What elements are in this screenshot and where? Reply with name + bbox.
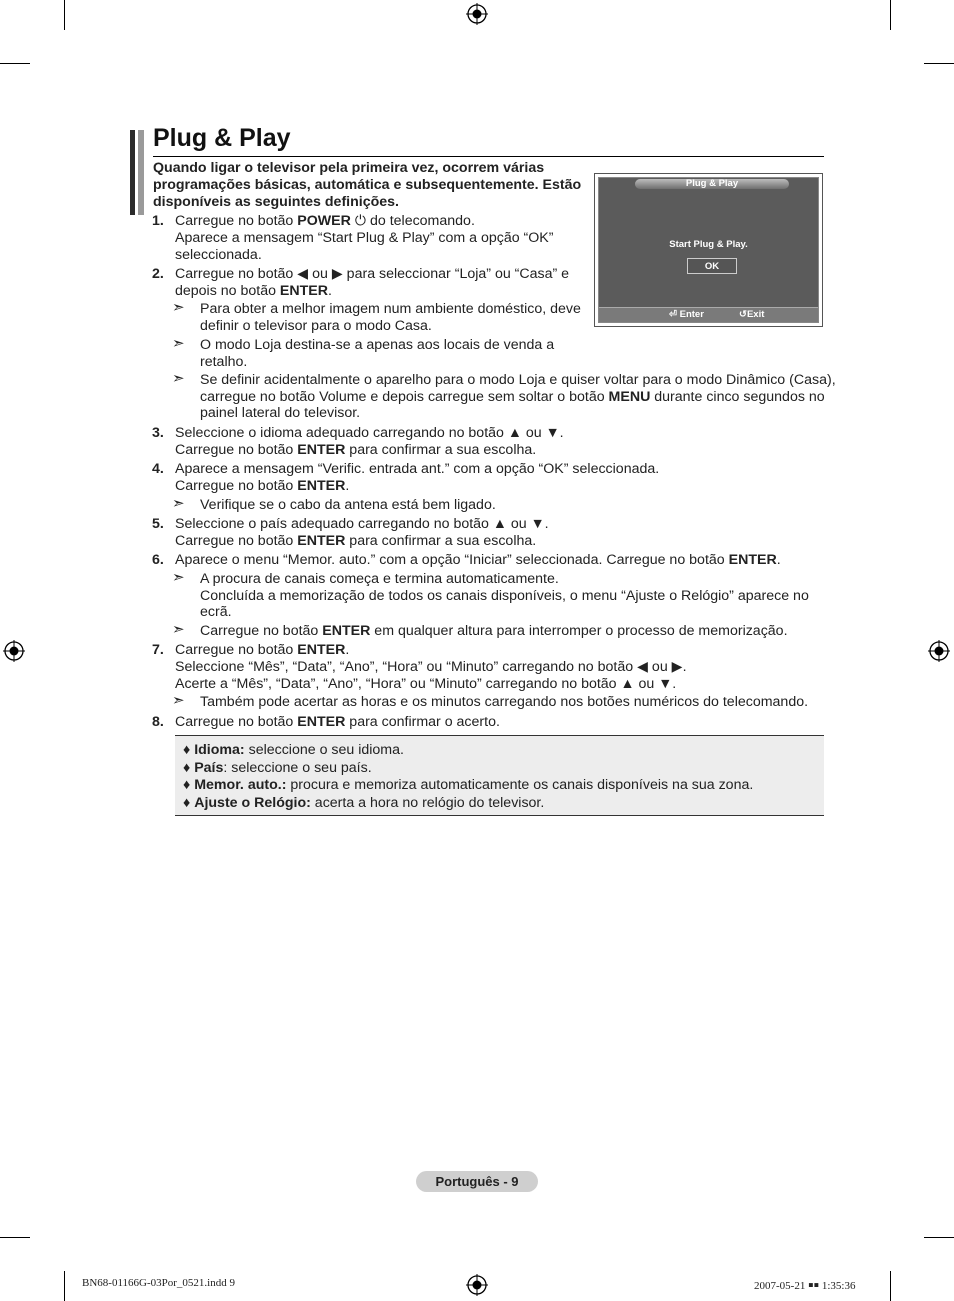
step-7-line-2: Seleccione “Mês”, “Data”, “Ano”, “Hora” ou “Minuto” carregando no botão ◀ ou ▶. xyxy=(175,659,687,675)
bullet-icon: ♦ xyxy=(183,742,191,758)
file-imprint: BN68-01166G-03Por_0521.indd 9 xyxy=(82,1277,235,1289)
step-3-line-1: Seleccione o idioma adequado carregando no botão ▲ ou ▼. xyxy=(175,425,564,441)
step-1-line-3: seleccionada. xyxy=(175,247,262,263)
summary-item: ♦ Memor. auto.: procura e memoriza automaticamente os canais disponíveis na sua zona. xyxy=(183,777,754,793)
step-4-line-2: Carregue no botão ENTER. xyxy=(175,478,350,494)
step-number: 1. xyxy=(152,213,164,229)
note-arrow-icon: ➣ xyxy=(172,370,185,387)
intro-text: Quando ligar o televisor pela primeira vez, ocorrem várias programações básicas, automática e subsequentemente. Estão disponíveis as seguintes definições. xyxy=(153,160,582,210)
note-line: ecrã. xyxy=(200,604,232,620)
return-icon: ↺ xyxy=(739,309,747,320)
step-7-line-1: Carregue no botão ENTER. xyxy=(175,642,350,658)
note-arrow-icon: ➣ xyxy=(172,335,185,352)
crop-mark xyxy=(64,1271,65,1301)
crop-mark xyxy=(890,0,891,30)
osd-message: Start Plug & Play. xyxy=(669,239,748,250)
note-line: definir o televisor para o modo Casa. xyxy=(200,318,432,334)
bullet-icon: ♦ xyxy=(183,760,191,776)
note-line: Verifique se o cabo da antena está bem ligado. xyxy=(200,497,496,513)
step-5-line-1: Seleccione o país adequado carregando no botão ▲ ou ▼. xyxy=(175,516,549,532)
step-6-line-1: Aparece o menu “Memor. auto.” com a opção “Iniciar” seleccionada. Carregue no botão ENTER. xyxy=(175,552,781,568)
note-line: Para obter a melhor imagem num ambiente doméstico, deve xyxy=(200,301,581,317)
crop-mark xyxy=(924,1237,954,1238)
osd-exit-hint xyxy=(739,309,764,320)
bullet-icon: ♦ xyxy=(183,795,191,811)
note-arrow-icon: ➣ xyxy=(172,495,185,512)
crop-mark xyxy=(924,63,954,64)
step-5-line-2: Carregue no botão ENTER para confirmar a sua escolha. xyxy=(175,533,537,549)
summary-item: ♦ Ajuste o Relógio: acerta a hora no relógio do televisor. xyxy=(183,795,545,811)
step-3-line-2: Carregue no botão ENTER para confirmar a sua escolha. xyxy=(175,442,537,458)
note-arrow-icon: ➣ xyxy=(172,299,185,316)
summary-box xyxy=(175,735,824,816)
section-bar xyxy=(130,130,144,215)
note-arrow-icon: ➣ xyxy=(172,621,185,638)
step-4-line-1: Aparece a mensagem “Verific. entrada ant.” com a opção “OK” seleccionada. xyxy=(175,461,660,477)
osd-exit-label: Exit xyxy=(746,309,765,320)
registration-mark-icon xyxy=(928,640,950,662)
note-line: painel lateral do televisor. xyxy=(200,405,361,421)
osd-tab-title: Plug & Play xyxy=(635,179,789,189)
step-2-line-1: Carregue no botão ◀ ou ▶ para seleccionar “Loja” ou “Casa” e xyxy=(175,266,570,282)
step-number: 4. xyxy=(152,461,164,477)
step-1-line-2: Aparece a mensagem “Start Plug & Play” com a opção “OK” xyxy=(175,230,554,246)
step-number: 5. xyxy=(152,516,164,532)
note-line: retalho. xyxy=(200,354,248,370)
page-number-badge: Português - 9 xyxy=(416,1171,538,1192)
step-1-line-1: Carregue no botão POWER ⏻ do telecomando. xyxy=(175,213,475,229)
note-arrow-icon: ➣ xyxy=(172,569,185,586)
osd-enter-label: Enter xyxy=(679,309,704,320)
crop-mark xyxy=(64,0,65,30)
step-7-line-3: Acerte a “Mês”, “Data”, “Ano”, “Hora” ou “Minuto” carregando no botão ▲ ou ▼. xyxy=(175,676,677,692)
tv-osd-panel xyxy=(594,173,823,327)
step-number: 6. xyxy=(152,552,164,568)
osd-ok-button[interactable]: OK xyxy=(687,258,737,274)
note-line: O modo Loja destina-se a apenas aos locais de venda a xyxy=(200,337,555,353)
summary-item: ♦ País: seleccione o seu país. xyxy=(183,760,372,776)
registration-mark-icon xyxy=(3,640,25,662)
note-arrow-icon: ➣ xyxy=(172,692,185,709)
step-number: 3. xyxy=(152,425,164,441)
title-divider xyxy=(153,156,824,157)
bullet-icon: ♦ xyxy=(183,777,191,793)
registration-mark-icon xyxy=(466,3,488,25)
crop-mark xyxy=(890,1271,891,1301)
note-line: Também pode acertar as horas e os minutos carregando nos botões numéricos do telecomando. xyxy=(200,694,809,710)
note-line: A procura de canais começa e termina automaticamente. xyxy=(200,571,559,587)
note-line: carregue no botão Volume e depois carregue sem soltar o botão MENU durante cinco segundos no xyxy=(200,389,825,405)
note-line: Concluída a memorização de todos os canais disponíveis, o menu “Ajuste o Relógio” aparece no xyxy=(200,588,809,604)
crop-mark xyxy=(0,63,30,64)
step-8-line-1: Carregue no botão ENTER para confirmar o acerto. xyxy=(175,714,500,730)
note-line: Se definir acidentalmente o aparelho para o modo Loja e quiser voltar para o modo Dinâmico (Casa), xyxy=(200,372,836,388)
osd-screen xyxy=(598,177,819,323)
step-number: 8. xyxy=(152,714,164,730)
summary-item: ♦ Idioma: seleccione o seu idioma. xyxy=(183,742,404,758)
step-2-line-2: depois no botão ENTER. xyxy=(175,283,332,299)
osd-footer xyxy=(599,307,818,322)
osd-enter-hint xyxy=(669,309,704,320)
step-number: 7. xyxy=(152,642,164,658)
note-line: Carregue no botão ENTER em qualquer altura para interromper o processo de memorização. xyxy=(200,623,788,639)
page-title: Plug & Play xyxy=(153,124,291,152)
date-imprint: 2007-05-21 ￭￭ 1:35:36 xyxy=(754,1280,856,1292)
step-number: 2. xyxy=(152,266,164,282)
crop-mark xyxy=(0,1237,30,1238)
registration-mark-icon xyxy=(466,1274,488,1296)
enter-icon: ⏎ xyxy=(669,309,677,320)
